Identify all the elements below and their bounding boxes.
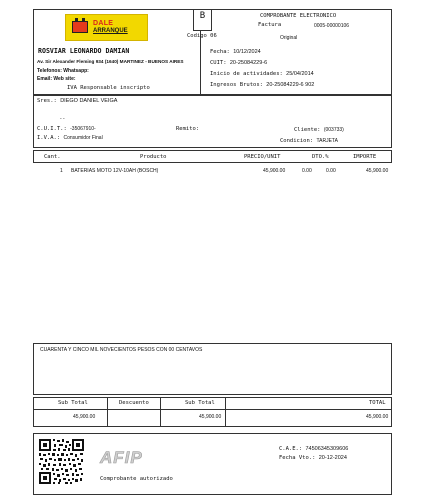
footer-box: [33, 433, 392, 495]
vto-row: [279, 455, 347, 461]
emisor-name: ROSVIAR LEONARDO DAMIAN: [38, 47, 130, 55]
comprobante-autorizado: Comprobante autorizado: [100, 476, 173, 482]
row-cant: 1: [60, 168, 63, 174]
inicio-value: 25/04/2014: [286, 71, 314, 77]
emisor-telefonos: Telefonos: Whatsapp:: [37, 68, 89, 74]
col-precio-header: PRECIO/UNIT: [244, 154, 281, 160]
client-number-row: [294, 127, 344, 133]
ib-label: Ingresos Brutos:: [210, 82, 263, 88]
client-number-value: (003733): [323, 127, 344, 133]
fecha-label: Fecha:: [210, 49, 230, 55]
client-name: DIEGO DANIEL VEIGA: [60, 98, 118, 104]
row-dto-a: 0.00: [302, 168, 312, 174]
cuit-label: CUIT:: [210, 60, 227, 66]
client-iva-row: [37, 135, 103, 141]
sres-label: Sres.:: [37, 98, 57, 104]
items-header-row: [33, 150, 392, 163]
header-number: 0005-00000106: [314, 23, 350, 29]
logo-line2: ARRANQUE: [93, 28, 128, 34]
logo-line1: DALE: [93, 20, 114, 27]
row-importe: 45,900.00: [366, 168, 389, 174]
col-dto-header: DTO.%: [312, 154, 329, 160]
subtotal2-header: Sub Total: [185, 400, 215, 406]
row-producto: BATERIAS MOTO 12V-10AH (BOSCH): [71, 168, 159, 174]
client-cuit-label: C.U.I.T.:: [37, 126, 67, 132]
emisor-iva: IVA Responsable inscripto: [67, 85, 150, 91]
condicion-value: TARJETA: [316, 138, 338, 144]
cae-label: C.A.E.:: [279, 446, 303, 452]
subtotal2-value: 45,900.00: [199, 414, 222, 420]
client-iva-value: Consumidor Final: [63, 135, 103, 141]
codigo-label: Codigo 06: [187, 33, 217, 39]
cuit-value: 20-25084229-6: [229, 60, 268, 66]
inicio-label: Inicio de actividades:: [210, 71, 283, 77]
header-copy: Original: [280, 35, 298, 41]
total-value: 45,900.00: [366, 414, 389, 420]
emisor-address: Av. Sir Alexander Fleming 934 (1640) MARTINEZ - BUENOS AIRES: [37, 59, 184, 64]
fecha-row: [210, 49, 261, 55]
col-importe-header: IMPORTE: [353, 154, 377, 160]
inicio-row: [210, 71, 314, 77]
header-doc-type: Factura: [258, 22, 282, 28]
emisor-email: Email: Web site:: [37, 76, 76, 82]
afip-logo: AFIP: [100, 448, 143, 467]
row-dto-b: 0.00: [326, 168, 336, 174]
condicion-label: Condicion:: [280, 138, 314, 144]
battery-icon: [72, 21, 88, 33]
client-cuit-row: [37, 126, 96, 132]
ib-value: 20-25084229-6 902: [266, 82, 315, 88]
total-header: TOTAL: [369, 400, 386, 406]
client-cuit-value: -35067910-: [70, 126, 96, 132]
ib-row: [210, 82, 314, 88]
condicion-row: [280, 138, 338, 144]
cuit-row: [210, 60, 267, 66]
header-title: COMPROBANTE ELECTRONICO: [260, 13, 337, 19]
client-iva-label: I.V.A.:: [37, 135, 61, 141]
vto-value: 20-12-2024: [318, 455, 347, 461]
col-producto-header: Producto: [140, 154, 167, 160]
cae-value: 74506345309606: [305, 446, 349, 452]
col-cant-header: Cant.: [44, 154, 61, 160]
client-number-label: Cliente:: [294, 127, 321, 133]
header-divider: [200, 31, 201, 95]
remito-label: Remito:: [176, 126, 200, 132]
totals-divider: [33, 409, 392, 410]
descuento-header: Descuento: [119, 400, 149, 406]
qr-code-icon: [39, 439, 84, 484]
client-dots: - -: [60, 116, 65, 122]
subtotal-header: Sub Total: [58, 400, 88, 406]
invoice-letter: B: [199, 11, 206, 21]
subtotal-value: 45,900.00: [73, 414, 96, 420]
cae-row: [279, 446, 348, 452]
fecha-value: 10/12/2024: [233, 49, 261, 55]
company-logo: [65, 14, 148, 41]
vto-label: Fecha Vto.:: [279, 455, 316, 461]
amount-in-words: CUARENTA Y CINCO MIL NOVECIENTOS PESOS CON 00 CENTAVOS: [40, 347, 203, 353]
sres-row: [37, 98, 117, 104]
row-precio: 45,900.00: [263, 168, 286, 174]
